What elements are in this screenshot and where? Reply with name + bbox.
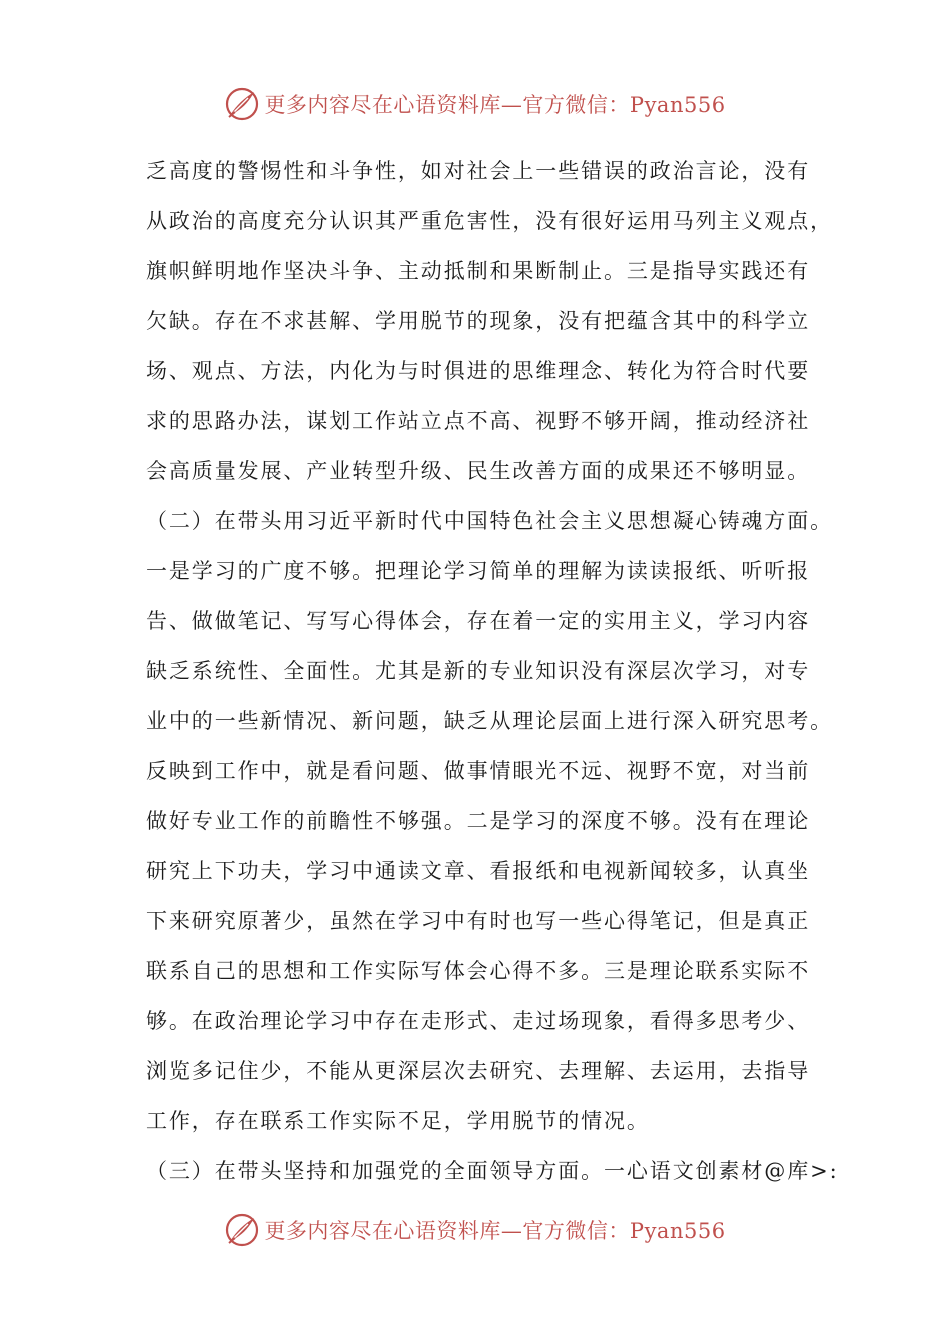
- body-line: 联系自己的思想和工作实际写体会心得不多。三是理论联系实际不: [146, 959, 811, 983]
- body-line: 缺乏系统性、全面性。尤其是新的专业知识没有深层次学习，对专: [146, 659, 811, 683]
- body-line: 从政治的高度充分认识其严重危害性，没有很好运用马列主义观点，: [146, 209, 833, 233]
- body-line: 场、观点、方法，内化为与时俱进的思维理念、转化为符合时代要: [146, 359, 811, 383]
- body-line: 做好专业工作的前瞻性不够强。二是学习的深度不够。没有在理论: [146, 809, 811, 833]
- body-line: 一是学习的广度不够。把理论学习简单的理解为读读报纸、听听报: [146, 559, 811, 583]
- body-line: 乏高度的警惕性和斗争性，如对社会上一些错误的政治言论，没有: [146, 159, 811, 183]
- body-line: 告、做做笔记、写写心得体会，存在着一定的实用主义，学习内容: [146, 609, 811, 633]
- body-line: 够。在政治理论学习中存在走形式、走过场现象，看得多思考少、: [146, 1009, 811, 1033]
- document-body: [146, 146, 839, 1196]
- section-heading-2: （二）在带头用习近平新时代中国特色社会主义思想凝心铸魂方面。: [146, 509, 833, 533]
- body-line: 工作，存在联系工作实际不足，学用脱节的情况。: [146, 1109, 650, 1133]
- footer-watermark-text: 更多内容尽在心语资料库—官方微信：Pyan556: [264, 1219, 726, 1243]
- header-watermark-banner: [0, 82, 950, 126]
- header-watermark-text: 更多内容尽在心语资料库—官方微信：Pyan556: [264, 93, 726, 117]
- quill-logo-icon: [224, 86, 260, 122]
- quill-logo-icon: [224, 1212, 260, 1248]
- body-line: 旗帜鲜明地作坚决斗争、主动抵制和果断制止。三是指导实践还有: [146, 259, 811, 283]
- body-line: 下来研究原著少，虽然在学习中有时也写一些心得笔记，但是真正: [146, 909, 811, 933]
- body-line: 反映到工作中，就是看问题、做事情眼光不远、视野不宽，对当前: [146, 759, 811, 783]
- section-heading-3: （三）在带头坚持和加强党的全面领导方面。一心语文创素材@库>:: [146, 1159, 839, 1183]
- body-line: 欠缺。存在不求甚解、学用脱节的现象，没有把蕴含其中的科学立: [146, 309, 811, 333]
- body-line: 浏览多记住少，不能从更深层次去研究、去理解、去运用，去指导: [146, 1059, 811, 1083]
- body-line: 求的思路办法，谋划工作站立点不高、视野不够开阔，推动经济社: [146, 409, 811, 433]
- body-line: 会高质量发展、产业转型升级、民生改善方面的成果还不够明显。: [146, 459, 811, 483]
- body-line: 研究上下功夫，学习中通读文章、看报纸和电视新闻较多，认真坐: [146, 859, 811, 883]
- footer-watermark-banner: [0, 1208, 950, 1252]
- body-line: 业中的一些新情况、新问题，缺乏从理论层面上进行深入研究思考。: [146, 709, 833, 733]
